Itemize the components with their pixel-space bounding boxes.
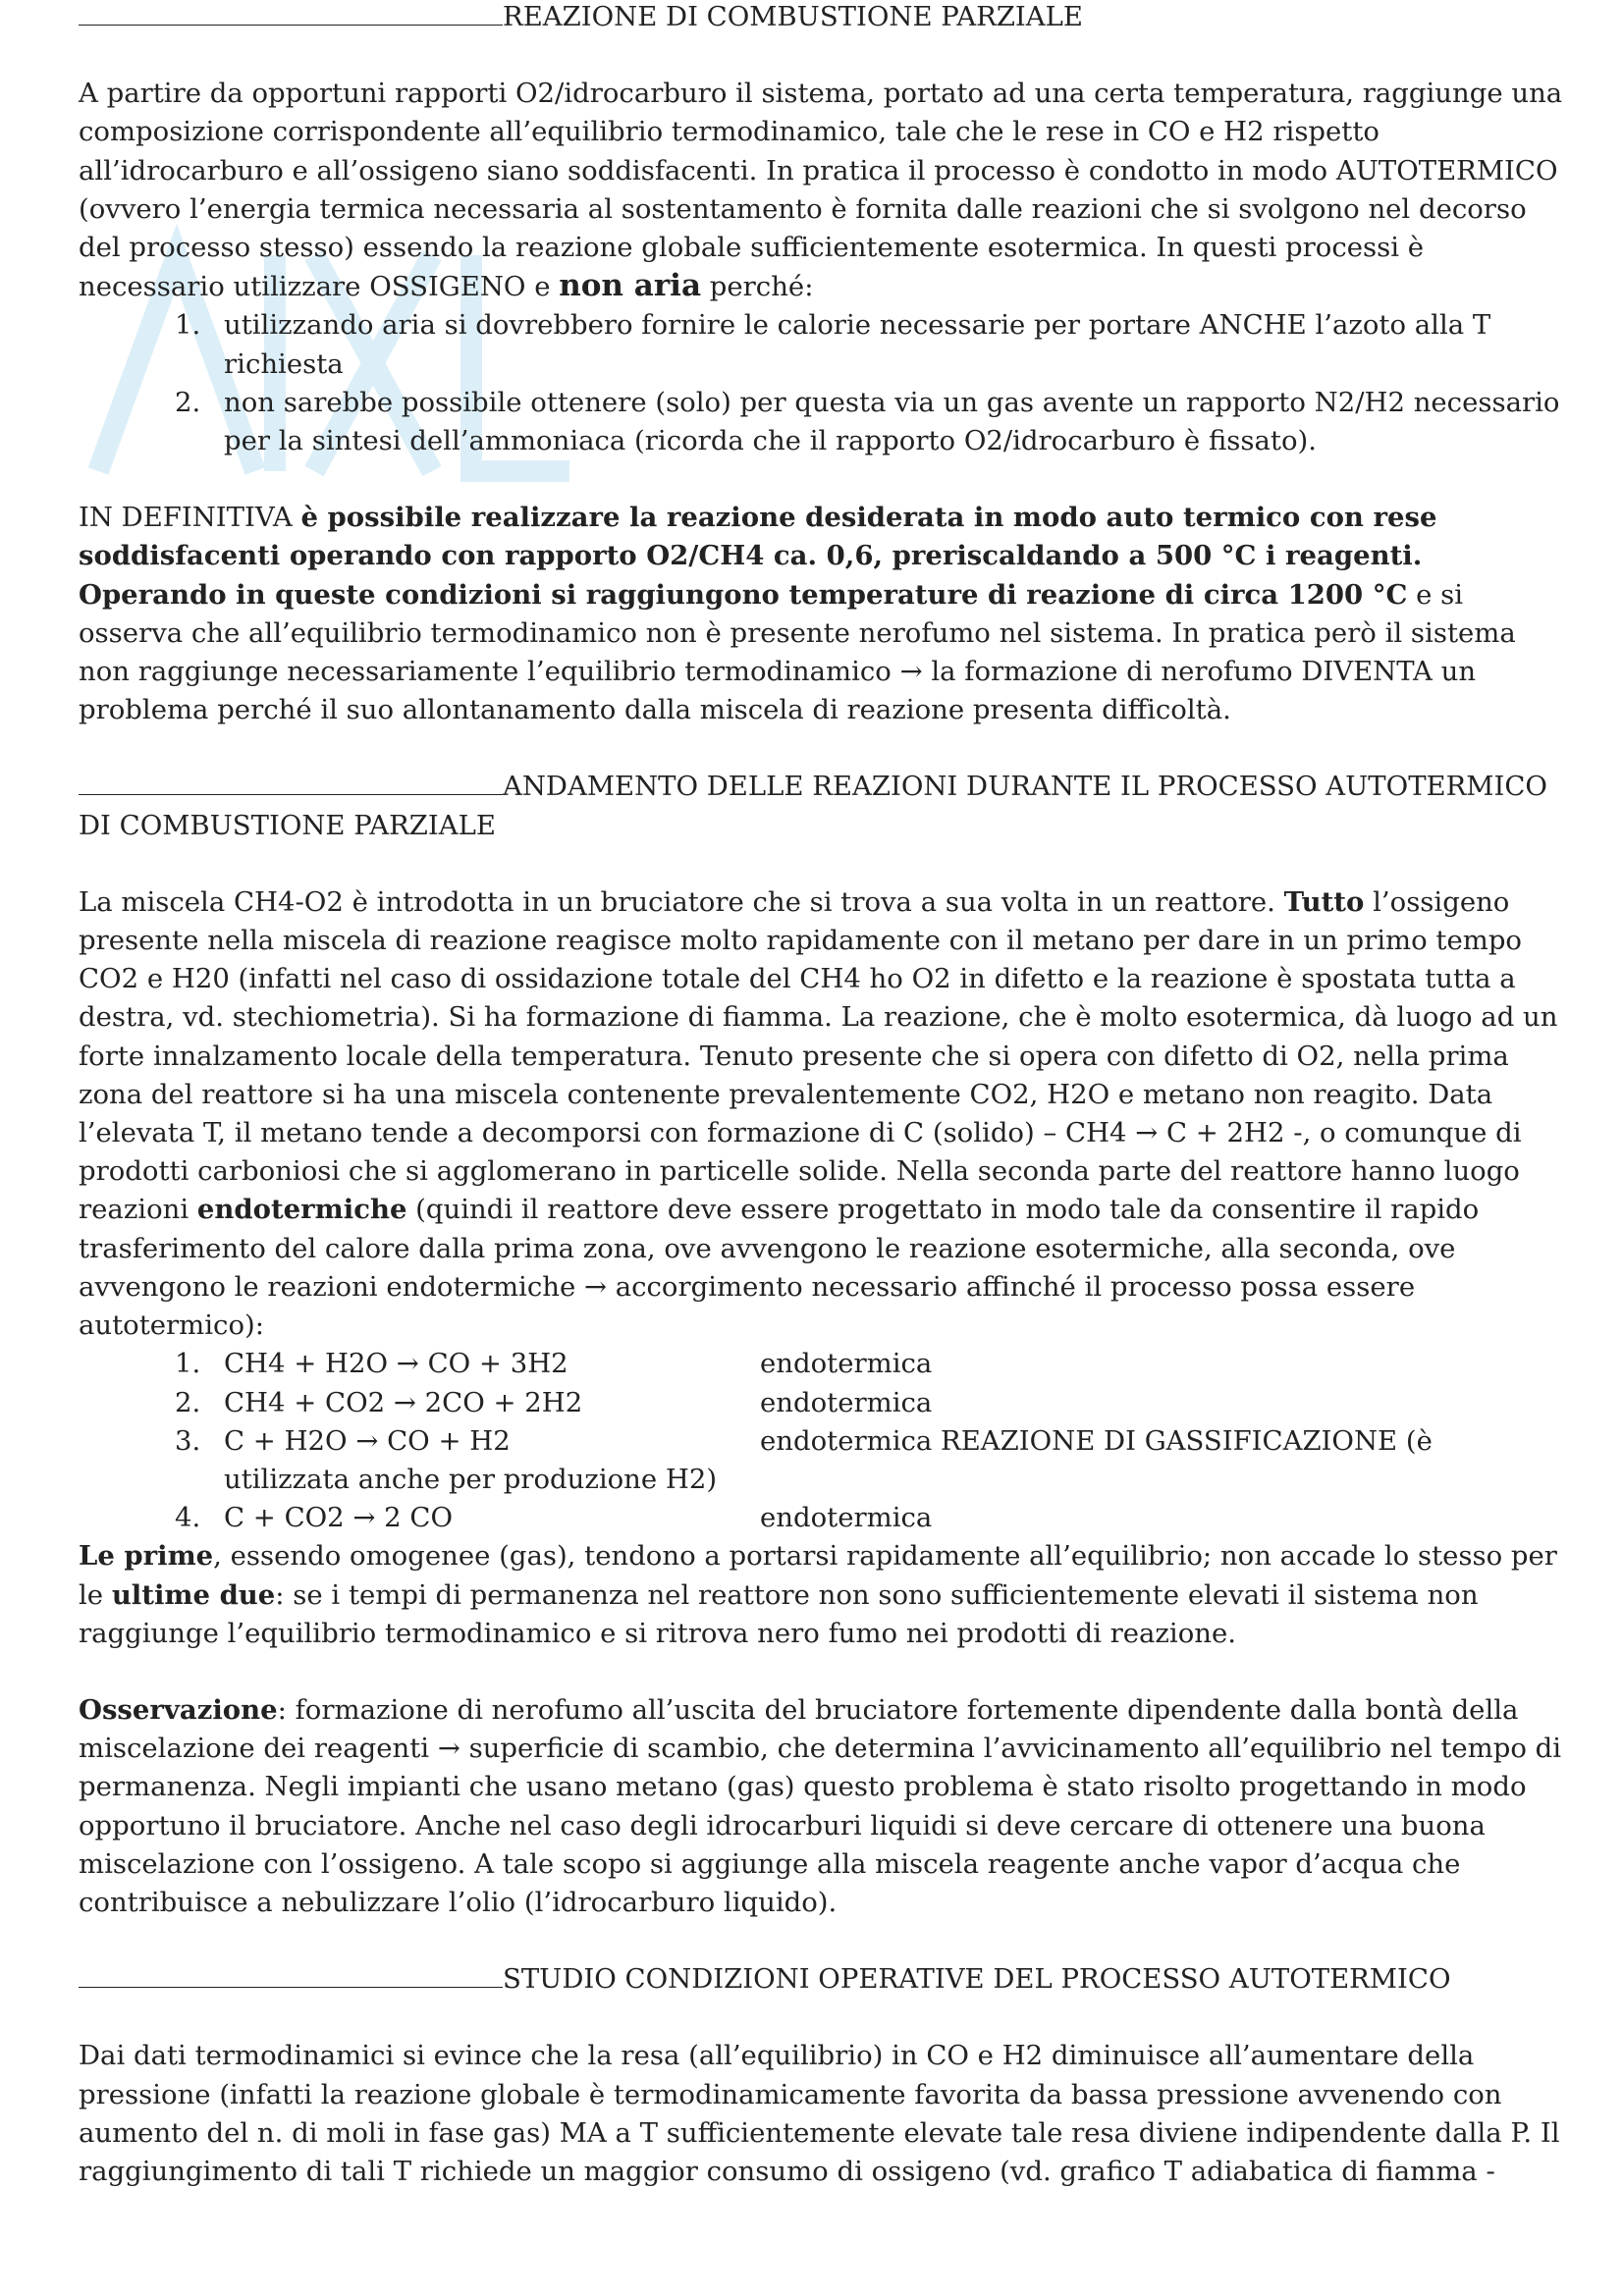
section-heading: STUDIO CONDIZIONI OPERATIVE DEL PROCESSO AUTOTERMICO <box>79 1960 1566 1999</box>
reaction-item: 4. C + CO2 → 2 CO endotermica <box>175 1502 933 1534</box>
reaction-item: 2. CH4 + CO2 → 2CO + 2H2 endotermica <box>175 1386 933 1418</box>
section-heading: REAZIONE DI COMBUSTIONE PARZIALE <box>79 0 1566 36</box>
paragraph: A partire da opportuni rapporti O2/idrocarburo il sistema, portato ad una certa temperatura, raggiunge una composizione corrispondente all’equilibrio termodinamico, tale che le rese in CO e H2 rispetto all’idrocarburo e all’ossigeno siano soddisfacenti. In pratica il processo è condotto in modo AUTOTERMICO (ovvero l’energia termica necessaria al sostentamento è fornita dalle reazioni che si svolgono nel decorso del processo stesso) essendo la reazione globale sufficientemente esotermica. In questi processi è necessario utilizzare OSSIGENO e non aria perché: <box>79 78 1563 304</box>
paragraph: Osservazione: formazione di nerofumo all’uscita del bruciatore fortemente dipendente dalla bontà della miscelazione dei reagenti → superficie di scambio, che determina l’avvicinamento all’equilibrio nel tempo di permanenza. Negli impianti che usano metano (gas) questo problema è stato risolto progettando in modo opportuno il bruciatore. Anche nel caso degli idrocarburi liquidi si deve cercare di ottenere una buona miscelazione con l’ossigeno. A tale scopo si aggiunge alla miscela reagente anche vapor d’acqua che contribuisce a nebulizzare l’olio (l’idrocarburo liquido). <box>79 1693 1562 1918</box>
section-heading: ANDAMENTO DELLE REAZIONI DURANTE IL PROCESSO AUTOTERMICO DI COMBUSTIONE PARZIALE <box>79 771 1547 841</box>
paragraph: Dai dati termodinamici si evince che la resa (all’equilibrio) in CO e H2 diminuisce all’aumentare della pressione (infatti la reazione globale è termodinamicamente favorita da bassa pressione avvenendo con aumento del n. di moli in fase gas) MA a T sufficientemente elevate tale resa diviene indipendente dalla P. Il raggiungimento di tali T richiede un maggior consumo di ossigeno (vd. grafico T adiabatica di fiamma - <box>79 2040 1560 2187</box>
paragraph: Le prime, essendo omogenee (gas), tendono a portarsi rapidamente all’equilibrio; non accade lo stesso per le ultime due: se i tempi di permanenza nel reattore non sono sufficientemente elevati il sistema non raggiunge l’equilibrio termodinamico e si ritrova nero fumo nei prodotti di reazione. <box>79 1540 1557 1649</box>
paragraph: La miscela CH4-O2 è introdotta in un bruciatore che si trova a sua volta in un reattore. Tutto l’ossigeno presente nella miscela di reazione reagisce molto rapidamente con il metano per dare in un primo tempo CO2 e H20 (infatti nel caso di ossidazione totale del CH4 ho O2 in difetto e la reazione è spostata tutta a destra, vd. stechiometria). Si ha formazione di fiamma. La reazione, che è molto esotermica, dà luogo ad un forte innalzamento locale della temperatura. Tenuto presente che si opera con difetto di O2, nella prima zona del reattore si ha una miscela contenente prevalentemente CO2, H2O e metano non reagito. Data l’elevata T, il metano tende a decomporsi con formazione di C (solido) – CH4 → C + 2H2 -, o comunque di prodotti carboniosi che si agglomerano in particelle solide. Nella seconda parte del reattore hanno luogo reazioni endotermiche (quindi il reattore deve essere progettato in modo tale da consentire il rapido trasferimento del calore dalla prima zona, ove avvengono le reazione esotermiche, alla seconda, ove avvengono le reazioni endotermiche → accorgimento necessario affinché il processo possa essere autotermico): <box>79 885 1558 1342</box>
reaction-item: 1. CH4 + H2O → CO + 3H2 endotermica <box>175 1348 933 1380</box>
paragraph: IN DEFINITIVA è possibile realizzare la reazione desiderata in modo auto termico con rese soddisfacenti operando con rapporto O2/CH4 ca. 0,6, preriscaldando a 500 °C i reagenti. Operando in queste condizioni si raggiungono temperature di reazione di circa 1200 °C e si osserva che all’equilibrio termodinamico non è presente nerofumo nel sistema. In pratica però il sistema non raggiunge necessariamente l’equilibrio termodinamico → la formazione di nerofumo DIVENTA un problema perché il suo allontanamento dalla miscela di reazione presenta difficoltà. <box>79 502 1516 726</box>
list-item: 1. utilizzando aria si dovrebbero fornire le calorie necessarie per portare ANCHE l’azoto alla T richiesta <box>175 309 1491 380</box>
heading-rule <box>79 1961 503 1988</box>
numbered-list <box>79 306 1566 460</box>
reaction-list <box>79 1345 1566 1537</box>
heading-rule <box>79 769 503 795</box>
list-item: 2. non sarebbe possibile ottenere (solo) per questa via un gas avente un rapporto N2/H2 necessario per la sintesi dell’ammoniaca (ricorda che il rapporto O2/idrocarburo è fissato). <box>175 386 1560 457</box>
heading-rule <box>79 0 503 26</box>
document-page <box>79 0 1566 2191</box>
reaction-item: 3. C + H2O → CO + H2 endotermica REAZIONE DI GASSIFICAZIONE (è utilizzata anche per produzione H2) <box>175 1424 1433 1495</box>
